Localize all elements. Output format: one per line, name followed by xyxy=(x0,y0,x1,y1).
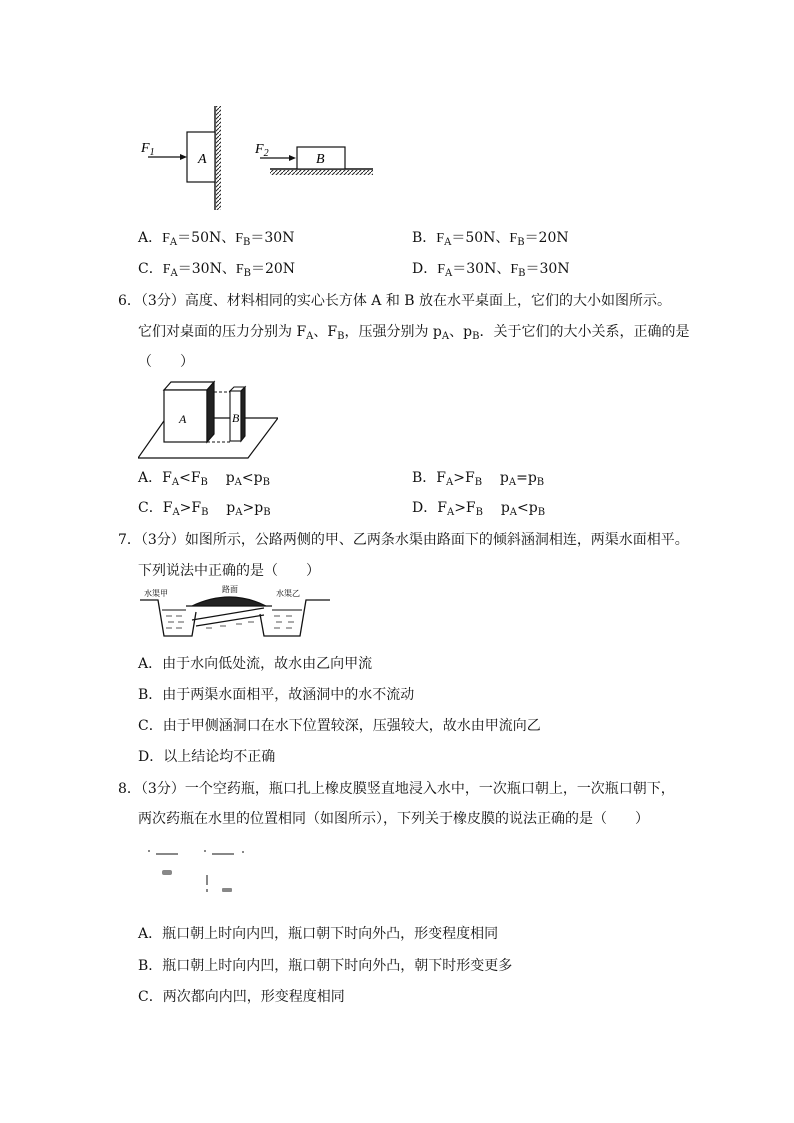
q8-figure xyxy=(146,845,250,897)
q6-stem-line2: 它们对桌面的压力分别为 $F_A$、$F_B$，压强分别为 $p_A$、$p_B$．关于它们的大小关系，正确的是 xyxy=(138,324,690,342)
q6-figure xyxy=(138,378,278,460)
q6-answer-blank: （ ） xyxy=(138,354,194,370)
q7-stem-line1: 7．（3分）如图所示，公路两侧的甲、乙两条水渠由路面下的倾斜涵洞相连，两渠水面相平。 xyxy=(118,532,689,548)
q6-stem-line1: 6．（3分）高度、材料相同的实心长方体 A 和 B 放在水平桌面上，它们的大小如图所示。 xyxy=(118,293,672,309)
q8-option-b[interactable]: B．瓶口朝上时向内凹，瓶口朝下时向外凸，朝下时形变更多 xyxy=(138,958,513,974)
q5-option-a[interactable]: A．$F_A=50N$、$F_B=30N$ xyxy=(138,230,295,248)
q6-option-b[interactable]: B．$F_A>F_B$ $p_A=p_B$ xyxy=(412,470,545,488)
q7-option-c[interactable]: C．由于甲侧涵洞口在水下位置较深，压强较大，故水由甲流向乙 xyxy=(138,718,541,734)
q7-figure xyxy=(140,584,332,650)
q7-option-b[interactable]: B．由于两渠水面相平，故涵洞中的水不流动 xyxy=(138,687,415,703)
block-b-label: B xyxy=(316,152,325,167)
q7-stem-line2: 下列说法中正确的是（ ） xyxy=(138,563,320,579)
road-label: 路面 xyxy=(222,585,238,594)
force-f2-label: $F_2$ xyxy=(255,142,269,159)
q7-option-a[interactable]: A．由于水向低处流，故水由乙向甲流 xyxy=(138,656,373,672)
q5-figure xyxy=(135,100,385,215)
force-f1-label: $F_1$ xyxy=(141,141,155,158)
channel-jia-label: 水渠甲 xyxy=(144,589,168,598)
block-a-label: A xyxy=(198,152,207,167)
q5-option-c[interactable]: C．$F_A=30N$、$F_B=20N$ xyxy=(138,261,296,279)
q8-stem-line2: 两次药瓶在水里的位置相同（如图所示），下列关于橡皮膜的说法正确的是（ ） xyxy=(138,811,649,827)
q6-option-c[interactable]: C．$F_A>F_B$ $p_A>p_B$ xyxy=(138,500,271,518)
q8-stem-line1: 8．（3分）一个空药瓶，瓶口扎上橡皮膜竖直地浸入水中，一次瓶口朝上，一次瓶口朝下， xyxy=(118,781,675,797)
block-a-label: A xyxy=(179,412,187,426)
q8-option-a[interactable]: A．瓶口朝上时向内凹，瓶口朝下时向外凸，形变程度相同 xyxy=(138,926,499,942)
q7-option-d[interactable]: D．以上结论均不正确 xyxy=(138,749,276,765)
channel-yi-label: 水渠乙 xyxy=(276,589,300,598)
q5-option-b[interactable]: B．$F_A=50N$、$F_B=20N$ xyxy=(412,230,569,248)
q6-option-d[interactable]: D．$F_A>F_B$ $p_A<p_B$ xyxy=(412,500,546,518)
block-b-label: B xyxy=(232,411,240,425)
q6-option-a[interactable]: A．$F_A<F_B$ $p_A<p_B$ xyxy=(138,470,270,488)
q8-option-c[interactable]: C．两次都向内凹，形变程度相同 xyxy=(138,989,345,1005)
q5-option-d[interactable]: D．$F_A=30N$、$F_B=30N$ xyxy=(412,261,570,279)
